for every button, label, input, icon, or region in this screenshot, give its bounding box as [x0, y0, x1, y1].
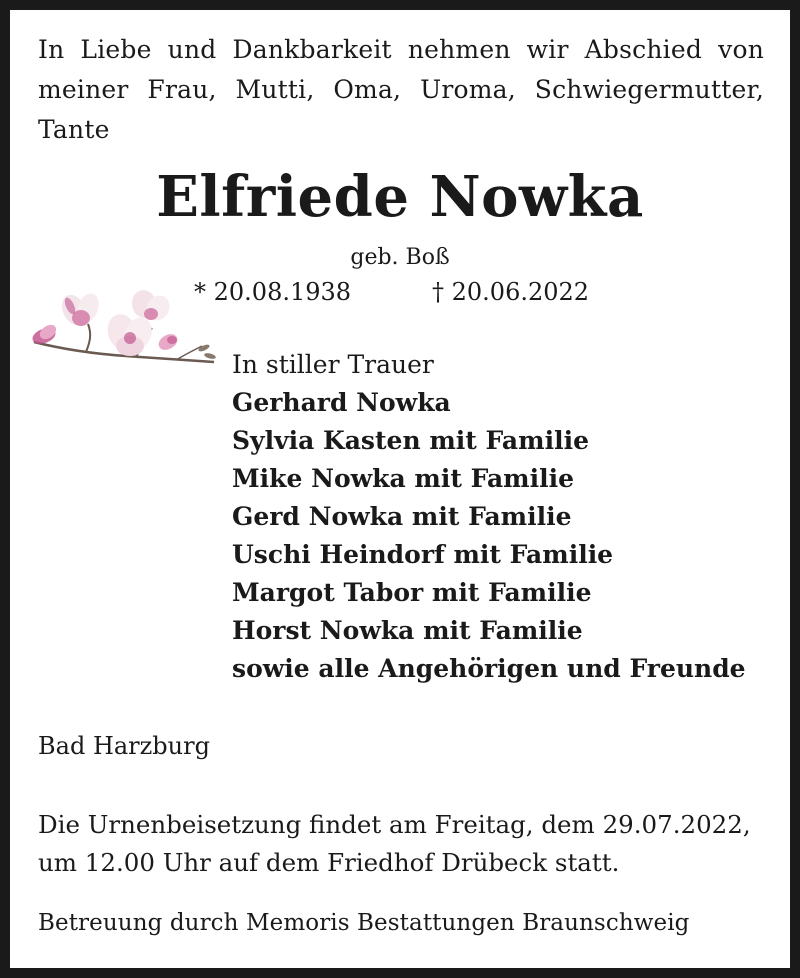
burial-line: Die Urnenbeisetzung findet am Freitag, dem 29.07.2022, [38, 810, 751, 839]
burial-line: um 12.00 Uhr auf dem Friedhof Drübeck statt. [38, 848, 620, 877]
mourner-entry: Horst Nowka mit Familie [232, 616, 583, 645]
place: Bad Harzburg [38, 732, 210, 760]
intro-text [38, 30, 764, 150]
maiden-name: geb. Boß [350, 245, 450, 270]
mourner-entry: Margot Tabor mit Familie [232, 578, 592, 607]
birth-date: * 20.08.1938 [194, 278, 352, 306]
mourner-entry: Gerd Nowka mit Familie [232, 502, 572, 531]
undertaker-note: Betreuung durch Memoris Bestattungen Braunschweig [38, 910, 690, 936]
intro-line: Tante [38, 115, 110, 144]
mourner-entry: Sylvia Kasten mit Familie [232, 426, 589, 455]
mourner-entry: Gerhard Nowka [232, 388, 451, 417]
deceased-name: Elfriede Nowka [156, 164, 644, 230]
mourner-entry: Uschi Heindorf mit Familie [232, 540, 614, 569]
intro-line: In Liebe und Dankbarkeit nehmen wir Abschied von [38, 35, 764, 64]
mourners-list [232, 346, 746, 688]
mourner-entry: sowie alle Angehörigen und Freunde [232, 654, 746, 683]
intro-line: meiner Frau, Mutti, Oma, Uroma, Schwiegermutter, [38, 75, 764, 104]
death-date: † 20.06.2022 [432, 278, 590, 306]
burial-info [38, 806, 768, 882]
magnolia-branch-icon [26, 284, 218, 384]
mourner-entry: Mike Nowka mit Familie [232, 464, 575, 493]
mourning-heading: In stiller Trauer [232, 350, 434, 379]
